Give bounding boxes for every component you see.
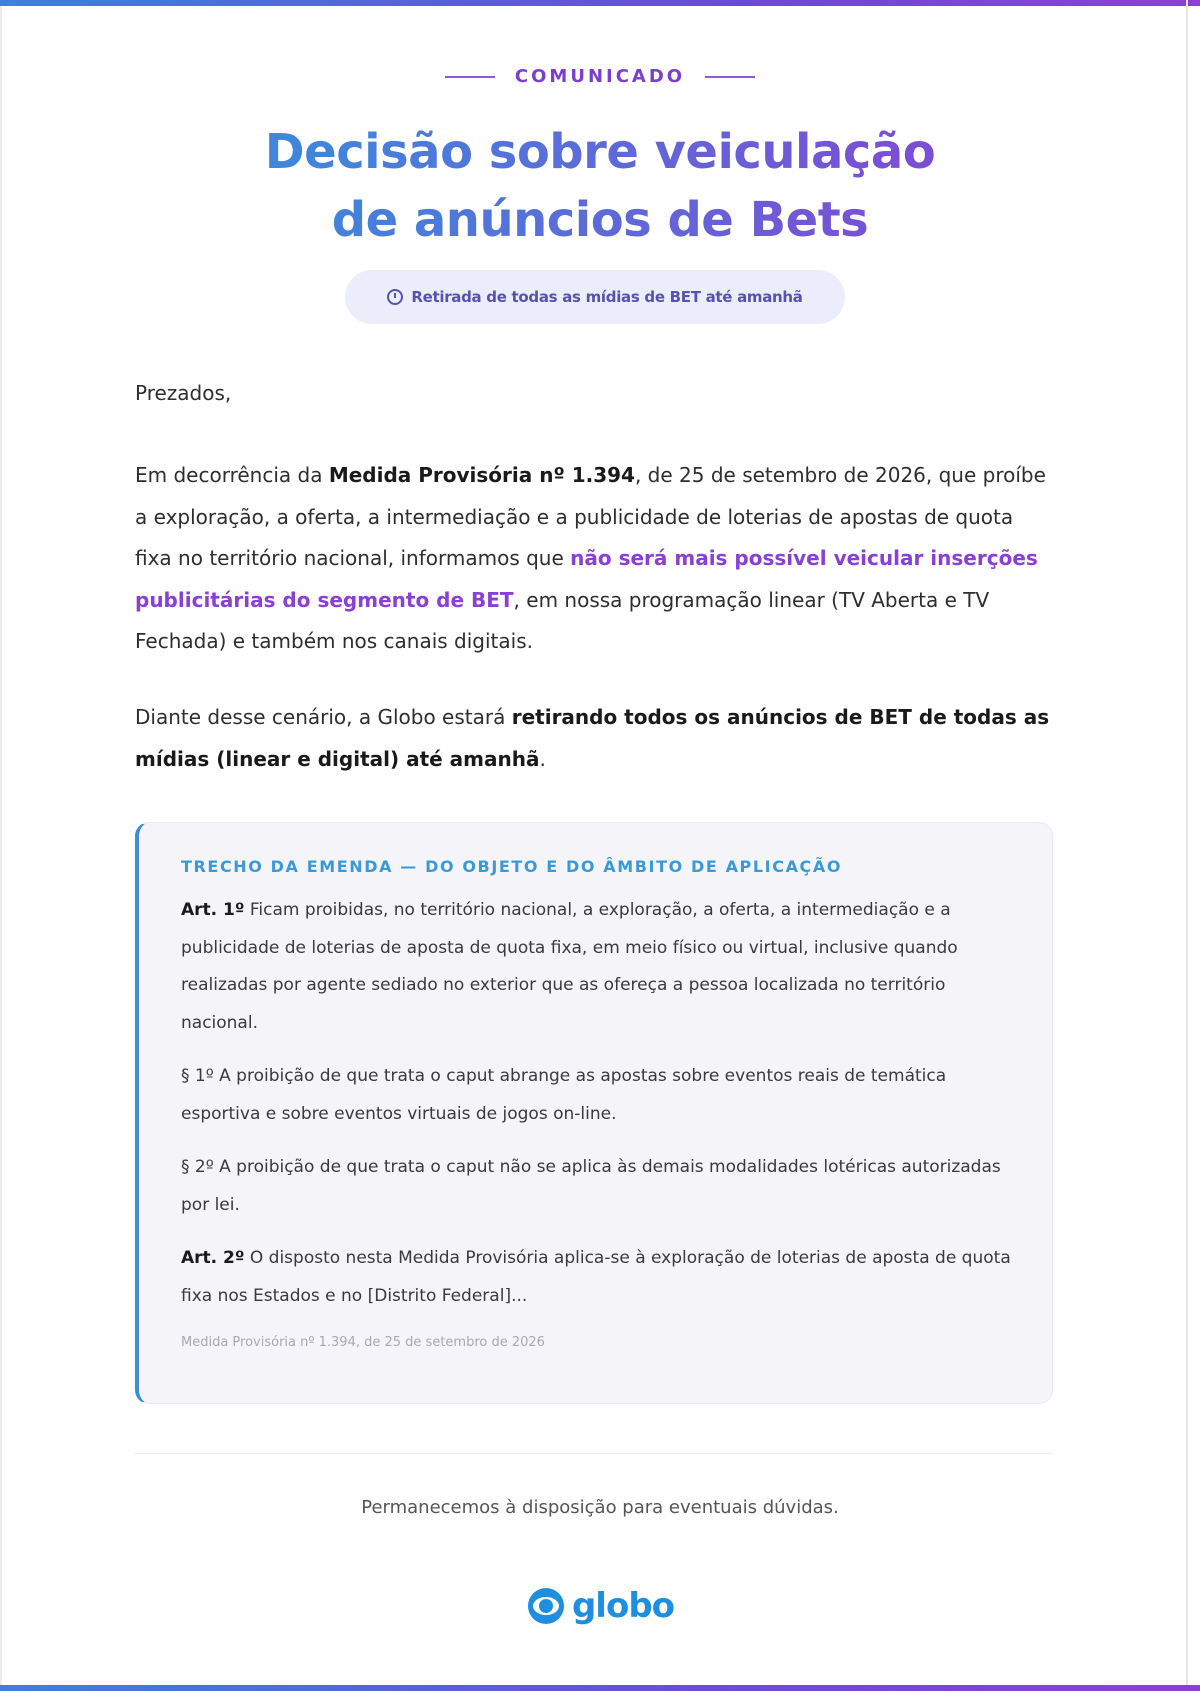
top-gradient-bar	[0, 0, 1200, 6]
clock-icon	[387, 289, 403, 305]
amendment-quote-box	[135, 822, 1053, 1404]
art-1-text: Ficam proibidas, no território nacional, a exploração, a oferta, a intermediação e a publicidade de loterias de aposta de quota fixa, em meio físico ou virtual, inclusive quando realizadas por agente sediado no exterior que as ofereça a pessoa localizada no território nacional.	[181, 900, 958, 1033]
bottom-gradient-bar	[0, 1685, 1200, 1691]
art-2-text: O disposto nesta Medida Provisória aplica-se à exploração de loterias de aposta de quota fixa nos Estados e no [Distrito Federal]...	[181, 1248, 1011, 1306]
kicker	[0, 66, 1200, 87]
title-line-1: Decisão sobre veiculação	[264, 124, 936, 180]
title-line-2: de anúncios de Bets	[331, 192, 869, 248]
kicker-line-right	[705, 76, 755, 78]
globo-logo-icon	[526, 1586, 566, 1626]
kicker-line-left	[445, 76, 495, 78]
quote-paragraph-1: § 1º A proibição de que trata o caput abrange as apostas sobre eventos reais de temática esportiva e sobre eventos virtuais de jogos on-line.	[181, 1066, 947, 1124]
quote-paragraph-2: § 2º A proibição de que trata o caput não se aplica às demais modalidades lotéricas autorizadas por lei.	[181, 1157, 1001, 1215]
pill-text: Retirada de todas as mídias de BET até amanhã	[411, 288, 803, 306]
p2-text-2: .	[539, 746, 546, 771]
logo-wordmark: globo	[571, 1586, 675, 1626]
p1-text-3: , em nossa programação linear (TV Aberta e TV Fechada) e também nos canais digitais.	[135, 587, 990, 653]
art-1-label: Art. 1º	[181, 900, 245, 920]
quote-heading: TRECHO DA EMENDA — DO OBJETO E DO ÂMBITO DE APLICAÇÃO	[181, 857, 843, 876]
divider	[135, 1453, 1053, 1454]
paragraph-2	[135, 697, 1055, 780]
p1-text-1: Em decorrência da	[135, 463, 329, 487]
p2-bold: retirando todos os anúncios de BET de todas as mídias (linear e digital) até amanhã	[135, 705, 1050, 771]
greeting: Prezados,	[135, 381, 232, 405]
art-2-label: Art. 2º	[181, 1248, 245, 1268]
quote-source: Medida Provisória nº 1.394, de 25 de setembro de 2026	[181, 1335, 545, 1350]
status-pill	[345, 270, 845, 324]
p1-text-2: , de 25 de setembro de 2026, que proíbe a exploração, a oferta, a intermediação e a publicidade de loterias de apostas de quota fixa no território nacional, informamos que	[135, 463, 1046, 570]
quote-art-1	[181, 892, 1012, 1042]
page-title	[0, 118, 1200, 254]
p1-bold-mp: Medida Provisória nº 1.394	[328, 463, 635, 487]
p1-highlight: não será mais possível veicular inserções publicitárias do segmento de BET	[135, 546, 1038, 612]
quote-art-2	[181, 1240, 1012, 1315]
paragraph-1	[135, 455, 1055, 663]
globo-logo	[0, 1586, 1200, 1626]
closing-text: Permanecemos à disposição para eventuais dúvidas.	[361, 1497, 839, 1518]
p2-text-1: Diante desse cenário, a Globo estará	[135, 705, 512, 729]
kicker-text: COMUNICADO	[514, 66, 686, 87]
